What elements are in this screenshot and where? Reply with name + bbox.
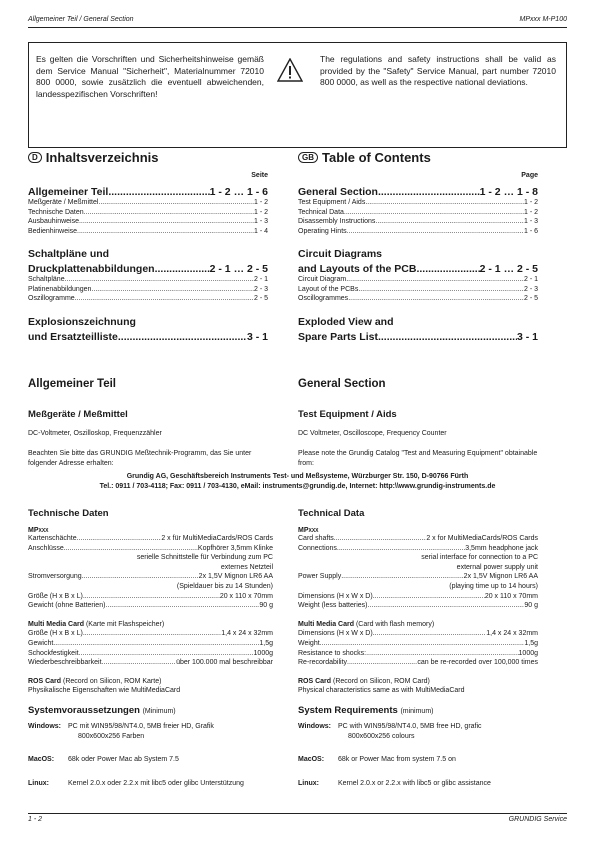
system-requirements-heading: System Requirements (minimum) <box>298 704 434 716</box>
system-requirement-row: Linux: Kernel 2.0.x oder 2.2.x mit libc5 oder glibc Unterstützung <box>28 779 244 787</box>
spec-row: Connections ..... 3,5mm headphone jack <box>298 544 538 554</box>
toc-de-items-1 <box>28 198 268 236</box>
toc-item: Disassembly Instructions ..... 1 - 3 <box>298 217 538 227</box>
catalog-note-en: Please note the Grundig Catalog "Test and Measuring Equipment" obtainable from: <box>298 450 538 467</box>
ros-text: Physical characteristics same as with MultiMediaCard <box>298 687 465 695</box>
mmc-heading: Multi Media Card (Card with flash memory) <box>298 620 435 628</box>
spec-row: Schockfestigkeit ..... 1000g <box>28 649 273 659</box>
spec-row: Kartenschächte ..... 2 x für MultiMediaCards/ROS Cards <box>28 534 273 544</box>
toc-item: Test Equipment / Aids ..... 1 - 2 <box>298 198 538 208</box>
toc-de-section-3: Explosionszeichnung und Ersatzteilliste ..... 3 - 1 <box>28 316 268 343</box>
spec-row: Power Supply ..... 2x 1,5V Mignon LR6 AA <box>298 572 538 582</box>
spec-continuation: externes Netzteil <box>220 563 273 571</box>
mmc-heading: Multi Media Card (Karte mit Flashspeicher) <box>28 620 165 628</box>
header-left: Allgemeiner Teil / General Section <box>28 16 134 23</box>
system-requirement-row: Windows: PC with WIN95/98/NT4.0, 5MB free HD, grafic 800x600x256 colours <box>298 722 482 740</box>
system-requirement-row: Linux: Kernel 2.0.x or 2.2.x with libc5 or glibc assistance <box>298 779 491 787</box>
toc-item: Oscillogrammes ..... 2 - 5 <box>298 294 538 304</box>
equipment-de-heading: Meßgeräte / Meßmittel <box>28 409 128 420</box>
toc-item: Schaltpläne ..... 2 - 1 <box>28 275 268 285</box>
toc-de-section-1: Allgemeiner Teil ..... 1 - 2 … 1 - 6 Meßgeräte / Meßmittel ..... 1 - 2 Technische Daten ..... 1 - 2 Ausbauhinweise ..... 1 - 3 Bedienhinweise ..... 1 - 4 <box>28 186 268 236</box>
toc-item: Meßgeräte / Meßmittel ..... 1 - 2 <box>28 198 268 208</box>
equipment-de-text: DC-Voltmeter, Oszilloskop, Frequenzzähler <box>28 430 162 437</box>
header-right: MPxxx M-P100 <box>519 16 567 23</box>
catalog-note-de: Beachten Sie bitte das GRUNDIG Meßtechnik-Programm, das Sie unter folgender Adresse erhalten: <box>28 450 252 467</box>
header-rule <box>28 27 567 28</box>
tech-title: Technische Daten <box>28 508 109 519</box>
model-label: MPXXX <box>298 527 319 534</box>
system-requirement-row: MacOS: 68k or Power Mac from system 7.5 on <box>298 756 456 764</box>
equipment-en-heading: Test Equipment / Aids <box>298 409 397 420</box>
spec-continuation: serial interface for connection to a PC <box>421 554 538 562</box>
address-line-2: Tel.: 0911 / 703-4118; Fax: 0911 / 703-4130, eMail: instruments@grundig.de, Internet: http:\\www.grundig-instruments.de <box>99 483 496 490</box>
toc-en-page-label: Page <box>521 172 538 179</box>
spec-row: Anschlüsse ..... Kopfhörer 3,5mm Klinke <box>28 544 273 554</box>
toc-item: Operating Hints ..... 1 - 6 <box>298 227 538 237</box>
ros-text: Physikalische Eigenschaften wie MultiMediaCard <box>28 687 181 695</box>
toc-en-section-3: Exploded View and Spare Parts List ..... 3 - 1 <box>298 316 538 343</box>
system-requirement-row: MacOS: 68k oder Power Mac ab System 7.5 <box>28 756 179 764</box>
safety-notice-de: Es gelten die Vorschriften und Sicherheitshinweise gemäß dem Service Manual "Sicherheit", Materialnummer 72010 800 0000, sowie zusätzlich die eventuell abweichenden, landesspezifischen Vorschriften! <box>36 54 264 99</box>
spec-row: Re-recordability ..... can be re-recorded over 100,000 times <box>298 658 538 668</box>
language-badge-de: D <box>28 152 42 163</box>
system-requirements-heading: Systemvoraussetzungen (Minimum) <box>28 704 176 716</box>
spec-row: Resistance to shocks: ..... 1000g <box>298 649 538 659</box>
spec-row: Dimensions (H x W x D) ..... 20 x 110 x 70mm <box>298 592 538 602</box>
spec-row: Gewicht (ohne Batterien) ..... 90 g <box>28 601 273 611</box>
spec-continuation: (Spieldauer bis zu 14 Stunden) <box>176 582 273 590</box>
toc-item: Platinenabbildungen ..... 2 - 3 <box>28 285 268 295</box>
general-de-title: Allgemeiner Teil <box>28 378 116 390</box>
spec-row: Weight (less batteries) ..... 90 g <box>298 601 538 611</box>
ros-heading: ROS Card (Record on Silicon, ROM Card) <box>298 677 430 685</box>
system-requirement-row: Windows: PC mit WIN95/98/NT4.0, 5MB freier HD, Grafik 800x600x256 Farben <box>28 722 214 740</box>
spec-row: Gewicht ..... 1,5g <box>28 639 273 649</box>
spec-row: Größe (H x B x L) ..... 20 x 110 x 70mm <box>28 592 273 602</box>
address-line-1: Grundig AG, Geschäftsbereich Instruments Test- und Meßsysteme, Würzburger Str. 150, D-90766 Fürth <box>126 473 469 480</box>
spec-row: Card shafts ..... 2 x for MultiMediaCards/ROS Cards <box>298 534 538 544</box>
tech-de-block <box>28 508 273 788</box>
spec-row: Dimensions (H x W x D) ..... 1,4 x 24 x 32mm <box>298 629 538 639</box>
toc-de-page-label: Seite <box>251 172 268 179</box>
toc-en-items-2 <box>298 275 538 304</box>
model-label: MPXXX <box>28 527 49 534</box>
toc-item: Layout of the PCBs ..... 2 - 3 <box>298 285 538 295</box>
spec-continuation: external power supply unit <box>456 563 538 571</box>
toc-item: Technische Daten ..... 1 - 2 <box>28 208 268 218</box>
toc-en-title: GB Table of Contents <box>298 150 431 165</box>
toc-de-items-2 <box>28 275 268 304</box>
tech-title: Technical Data <box>298 508 365 519</box>
warning-triangle-icon <box>277 58 303 82</box>
toc-item: Bedienhinweise ..... 1 - 4 <box>28 227 268 237</box>
footer-brand: GRUNDIG Service <box>508 816 567 823</box>
toc-item: Technical Data ..... 1 - 2 <box>298 208 538 218</box>
spec-row: Weight ..... 1,5g <box>298 639 538 649</box>
safety-notice-en: The regulations and safety instructions shall be valid as provided by the "Safety" Service Manual, part number 72010 800 0000, as well as the respective national deviations. <box>320 54 556 88</box>
toc-item: Circuit Diagram ..... 2 - 1 <box>298 275 538 285</box>
spec-row: Stromversorgung ..... 2x 1,5V Mignon LR6 AA <box>28 572 273 582</box>
spec-continuation: serielle Schnittstelle für Verbindung zum PC <box>136 554 273 562</box>
general-en-title: General Section <box>298 378 386 390</box>
ros-heading: ROS Card (Record on Silicon, ROM Karte) <box>28 677 162 685</box>
toc-en-items-1 <box>298 198 538 236</box>
spec-row: Wiederbeschreibbarkeit ..... über 100.000 mal beschreibbar <box>28 658 273 668</box>
spec-continuation: (playing time up to 14 hours) <box>449 582 538 590</box>
toc-de-section-2: Schaltpläne und Druckplattenabbildungen ..... 2 - 1 … 2 - 5 Schaltpläne ..... 2 - 1 Platinenabbildungen ..... 2 - 3 Oszillogramme ..... 2 - 5 <box>28 248 268 304</box>
toc-item: Ausbauhinweise ..... 1 - 3 <box>28 217 268 227</box>
toc-de-title: D Inhaltsverzeichnis <box>28 150 159 165</box>
equipment-en-text: DC Voltmeter, Oscilloscope, Frequency Counter <box>298 430 447 437</box>
footer-page-number: 1 - 2 <box>28 816 43 823</box>
spec-row: Größe (H x B x L) ..... 1,4 x 24 x 32mm <box>28 629 273 639</box>
footer-rule <box>28 813 567 814</box>
tech-en-block <box>298 508 538 788</box>
toc-en-section-1: General Section ..... 1 - 2 … 1 - 8 Test Equipment / Aids ..... 1 - 2 Technical Data ..... 1 - 2 Disassembly Instructions ..... 1 - 3 Operating Hints ..... 1 - 6 <box>298 186 538 236</box>
toc-en-section-2: Circuit Diagrams and Layouts of the PCB ..... 2 - 1 … 2 - 5 Circuit Diagram ..... 2 - 1 Layout of the PCBs ..... 2 - 3 Oscillogrammes ..... 2 - 5 <box>298 248 538 304</box>
language-badge-gb: GB <box>298 152 318 163</box>
toc-item: Oszillogramme ..... 2 - 5 <box>28 294 268 304</box>
